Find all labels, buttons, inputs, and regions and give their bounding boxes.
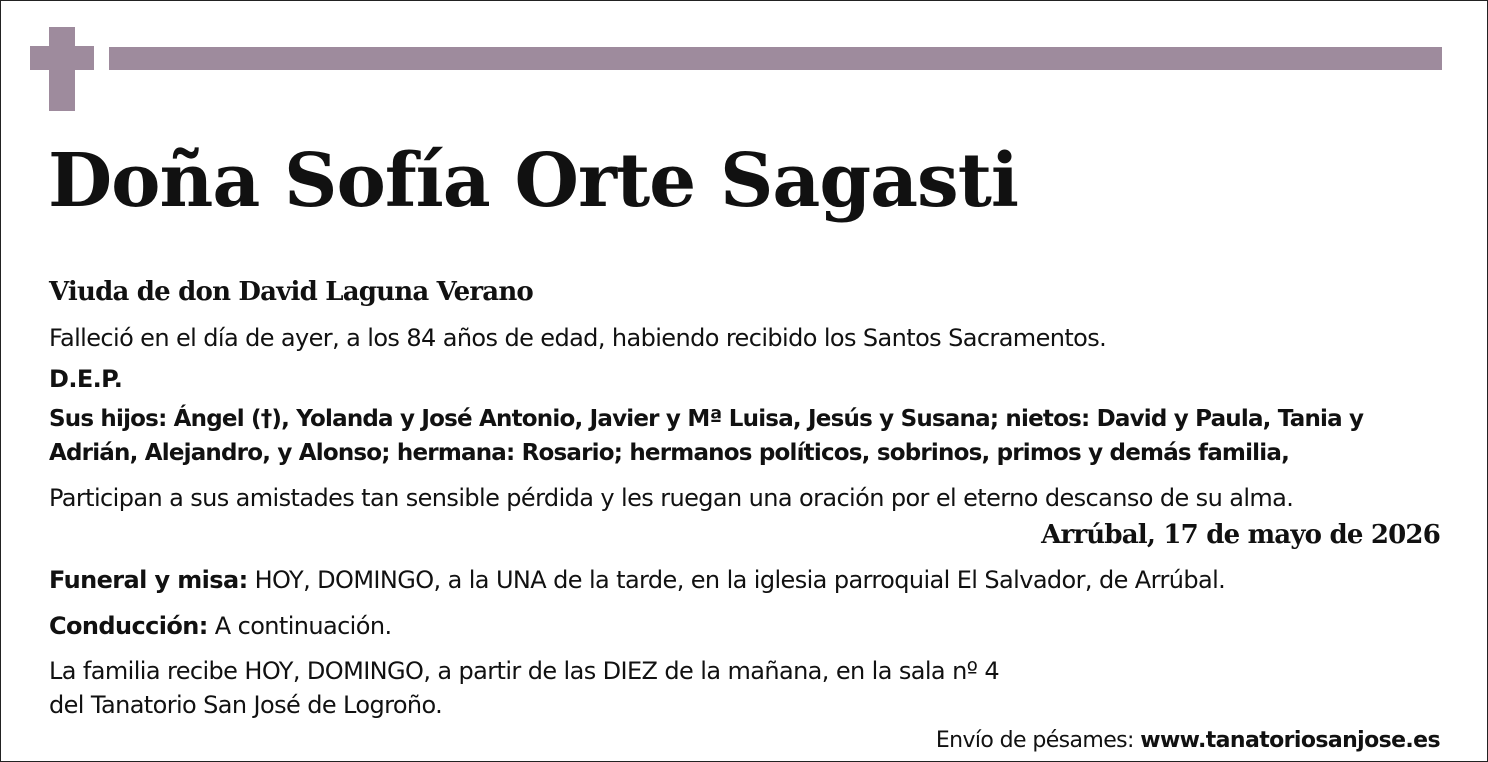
deceased-name: Doña Sofía Orte Sagasti [48, 138, 1019, 224]
wake-line-2: del Tanatorio San José de Logroño. [49, 691, 443, 719]
conduction-info [49, 610, 391, 642]
conduction-label: Conducción: [49, 612, 208, 640]
funeral-text: HOY, DOMINGO, a la UNA de la tarde, en la iglesia parroquial El Salvador, de Arrúbal. [247, 566, 1226, 594]
wake-info [49, 654, 999, 722]
header-rule [109, 47, 1442, 70]
condolences-line [936, 726, 1440, 756]
condolences-label: Envío de pésames: [935, 728, 1141, 753]
family-list: Sus hijos: Ángel (†), Yolanda y José Antonio, Javier y Mª Luisa, Jesús y Susana; nietos: David y Paula, Tania y Adrián, Alejandro, y Alonso; hermana: Rosario; hermanos políticos, sobrinos, primos y demás familia, [49, 406, 1364, 466]
funeral-label: Funeral y misa: [49, 566, 248, 594]
death-details: Falleció en el día de ayer, a los 84 años de edad, habiendo recibido los Santos Sacramentos. [49, 324, 1107, 352]
wake-line-1: La familia recibe HOY, DOMINGO, a partir de las DIEZ de la mañana, en la sala nº 4 [49, 657, 1000, 685]
widow-of-line: Viuda de don David Laguna Verano [49, 277, 533, 307]
place-and-date: Arrúbal, 17 de mayo de 2026 [1041, 520, 1440, 550]
funeral-info [49, 564, 1225, 596]
prayer-request: Participan a sus amistades tan sensible pérdida y les ruegan una oración por el eterno descanso de su alma. [49, 484, 1294, 512]
condolences-url[interactable]: www.tanatoriosanjose.es [1140, 728, 1440, 753]
cross-icon-horizontal-bar [30, 46, 94, 70]
rip-text: D.E.P. [49, 365, 123, 393]
conduction-text: A continuación. [207, 612, 392, 640]
